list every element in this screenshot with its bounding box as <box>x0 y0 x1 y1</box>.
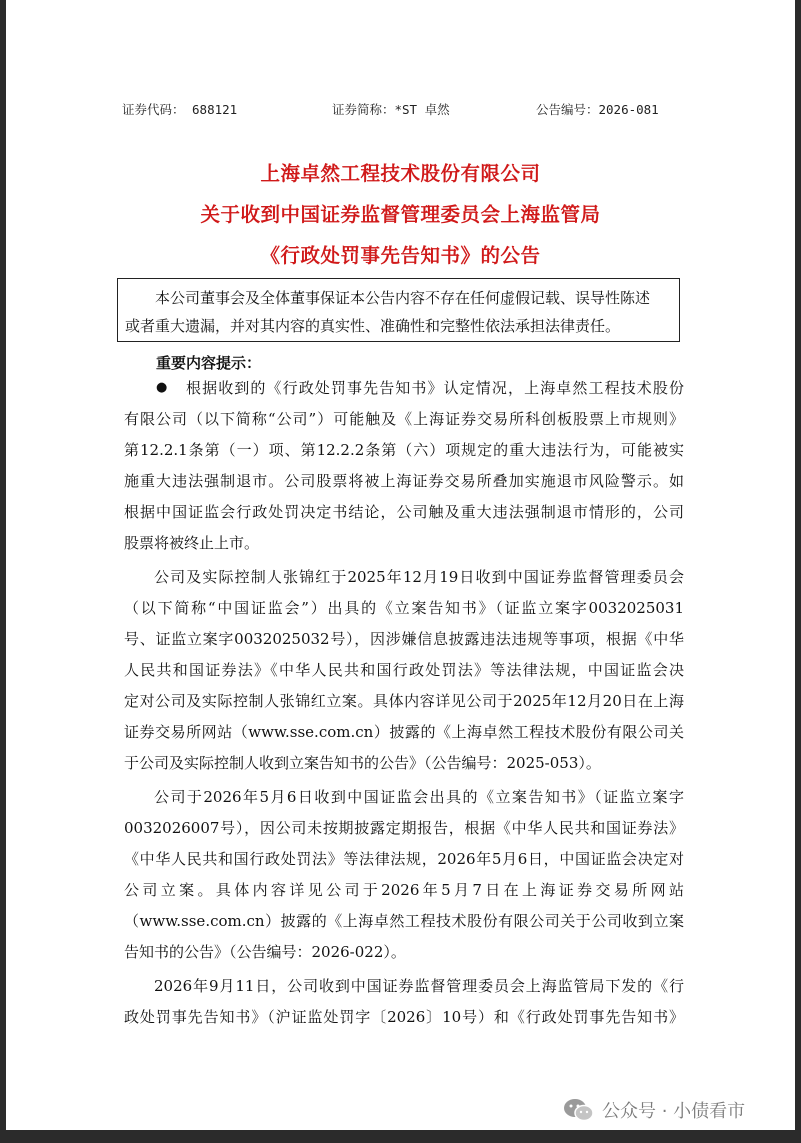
body-line: 于公司及实际控制人收到立案告知书的公告》（公告编号：2025-053）。 <box>124 754 601 772</box>
body-line: 股票将被终止上市。 <box>124 534 260 552</box>
body-line: 第12.2.1条第（一）项、第12.2.2条第（六）项规定的重大违法行为，可能被实 <box>124 441 684 459</box>
body-line: 政处罚事先告知书》（沪证监处罚字〔2026〕10号）和《行政处罚事先告知书》 <box>124 1008 684 1026</box>
body-line: 0032026007号），因公司未按期披露定期报告，根据《中华人民共和国证券法》 <box>124 819 684 837</box>
body-line: 根据中国证监会行政处罚决定书结论，公司触及重大违法强制退市情形的，公司 <box>124 503 684 521</box>
body-line: 公司立案。具体内容详见公司于2026年5月7日在上海证券交易所网站 <box>124 881 684 899</box>
title-subject: 关于收到中国证券监督管理委员会上海监管局 <box>200 203 601 226</box>
board-guarantee-notice <box>117 278 680 342</box>
title-company: 上海卓然工程技术股份有限公司 <box>260 162 541 185</box>
title-document: 《行政处罚事先告知书》的公告 <box>260 244 541 267</box>
body-line: 公司及实际控制人张锦红于2025年12月19日收到中国证券监督管理委员会 <box>154 568 684 586</box>
body-line: 施重大违法强制退市。公司股票将被上海证券交易所叠加实施退市风险警示。如 <box>124 472 684 490</box>
body-line: 告知书的公告》（公告编号：2026-022）。 <box>124 943 406 961</box>
body-line: 证券交易所网站（www.sse.com.cn）披露的《上海卓然工程技术股份有限公司关 <box>124 723 684 741</box>
bullet-marker: ● <box>156 380 168 395</box>
body-line: （www.sse.com.cn）披露的《上海卓然工程技术股份有限公司关于公司收到立案 <box>124 912 684 930</box>
body-line: 定对公司及实际控制人张锦红立案。具体内容详见公司于2025年12月20日在上海 <box>124 692 684 710</box>
securities-code: 证券代码： 688121 <box>122 102 238 117</box>
body-line: 《中华人民共和国行政处罚法》等法律法规，2026年5月6日，中国证监会决定对 <box>124 850 684 868</box>
body-line: 有限公司（以下简称“公司”）可能触及《上海证券交易所科创板股票上市规则》 <box>124 410 684 428</box>
body-line: 人民共和国证券法》《中华人民共和国行政处罚法》等法律法规，中国证监会决 <box>124 661 684 679</box>
section-heading: 重要内容提示： <box>156 354 262 372</box>
body-line: （以下简称“中国证监会”）出具的《立案告知书》（证监立案字0032025031 <box>124 599 684 617</box>
document-page <box>6 0 795 1130</box>
viewer-bottom-bar <box>0 1130 801 1143</box>
body-line: 2026年9月11日，公司收到中国证券监督管理委员会上海监管局下发的《行 <box>154 977 684 995</box>
watermark <box>562 1095 745 1125</box>
wechat-icon <box>562 1097 596 1123</box>
body-line: 根据收到的《行政处罚事先告知书》认定情况，上海卓然工程技术股份 <box>186 379 684 397</box>
document-header <box>122 100 662 120</box>
body-line: 公司于2026年5月6日收到中国证监会出具的《立案告知书》（证监立案字 <box>154 788 684 806</box>
notice-line: 本公司董事会及全体董事保证本公告内容不存在任何虚假记载、误导性陈述 <box>155 289 651 307</box>
securities-abbreviation: 证券简称：*ST 卓然 <box>332 102 450 117</box>
notice-line: 或者重大遗漏，并对其内容的真实性、准确性和完整性依法承担法律责任。 <box>125 317 621 335</box>
watermark-text: 公众号 · 小债看市 <box>602 1101 746 1122</box>
announcement-number: 公告编号：2026-081 <box>536 102 659 117</box>
body-line: 号、证监立案字0032025032号），因涉嫌信息披露违法违规等事项，根据《中华 <box>124 630 684 648</box>
